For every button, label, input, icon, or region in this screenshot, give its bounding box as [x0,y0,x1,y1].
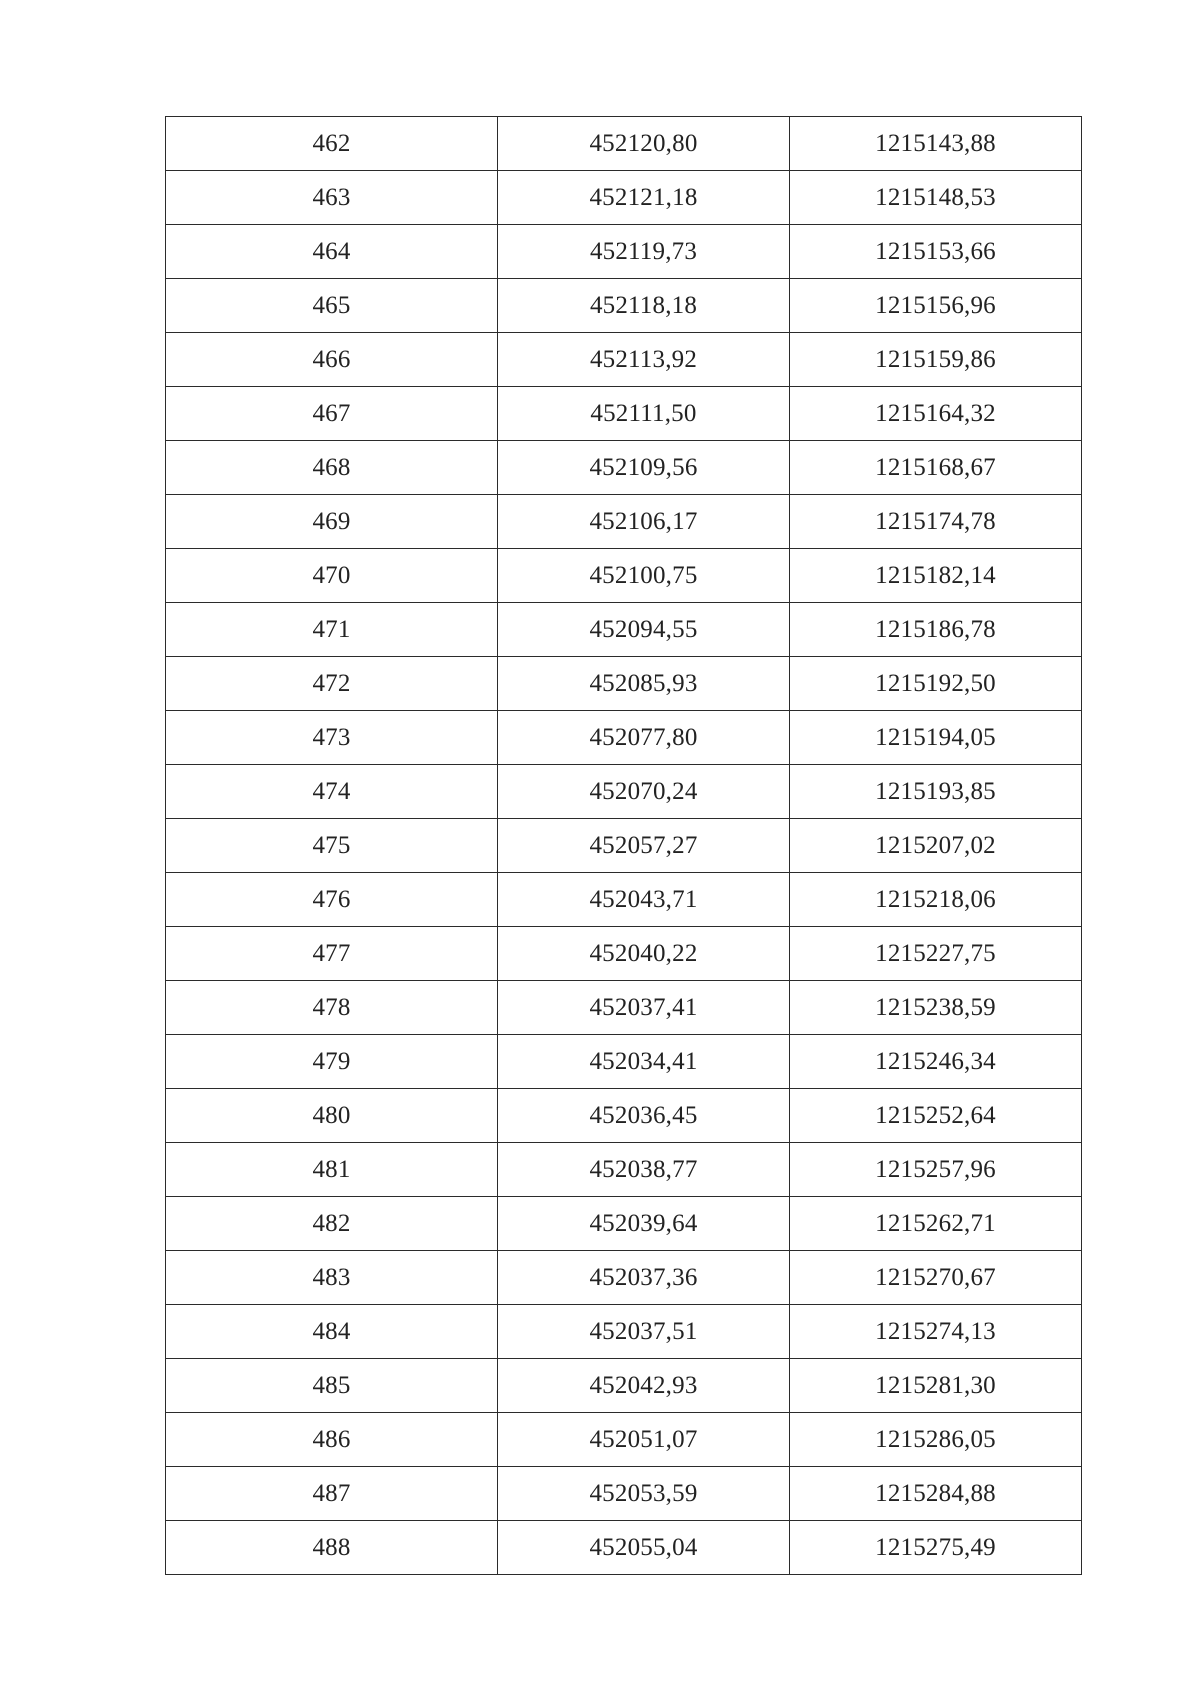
point-number-cell: 468 [166,441,498,495]
table-row [166,1035,1082,1089]
y-coordinate-cell: 1215257,96 [790,1143,1082,1197]
table-row [166,1521,1082,1575]
point-number-cell: 465 [166,279,498,333]
point-number-cell: 475 [166,819,498,873]
y-coordinate-cell: 1215246,34 [790,1035,1082,1089]
table-row [166,225,1082,279]
y-coordinate-cell: 1215227,75 [790,927,1082,981]
y-coordinate-cell: 1215207,02 [790,819,1082,873]
point-number-cell: 485 [166,1359,498,1413]
table-row [166,333,1082,387]
y-coordinate-cell: 1215182,14 [790,549,1082,603]
y-coordinate-cell: 1215153,66 [790,225,1082,279]
x-coordinate-cell: 452037,36 [498,1251,790,1305]
x-coordinate-cell: 452100,75 [498,549,790,603]
point-number-cell: 481 [166,1143,498,1197]
x-coordinate-cell: 452111,50 [498,387,790,441]
table-row [166,711,1082,765]
y-coordinate-cell: 1215156,96 [790,279,1082,333]
table-row [166,549,1082,603]
point-number-cell: 487 [166,1467,498,1521]
point-number-cell: 477 [166,927,498,981]
y-coordinate-cell: 1215218,06 [790,873,1082,927]
y-coordinate-cell: 1215192,50 [790,657,1082,711]
table-row [166,1359,1082,1413]
point-number-cell: 472 [166,657,498,711]
table-row [166,1089,1082,1143]
y-coordinate-cell: 1215281,30 [790,1359,1082,1413]
point-number-cell: 488 [166,1521,498,1575]
table-row [166,873,1082,927]
table-row [166,1197,1082,1251]
point-number-cell: 478 [166,981,498,1035]
point-number-cell: 467 [166,387,498,441]
point-number-cell: 469 [166,495,498,549]
point-number-cell: 482 [166,1197,498,1251]
y-coordinate-cell: 1215252,64 [790,1089,1082,1143]
point-number-cell: 470 [166,549,498,603]
point-number-cell: 486 [166,1413,498,1467]
point-number-cell: 474 [166,765,498,819]
y-coordinate-cell: 1215194,05 [790,711,1082,765]
coordinates-table-body [166,117,1082,1575]
x-coordinate-cell: 452053,59 [498,1467,790,1521]
x-coordinate-cell: 452039,64 [498,1197,790,1251]
x-coordinate-cell: 452040,22 [498,927,790,981]
y-coordinate-cell: 1215262,71 [790,1197,1082,1251]
y-coordinate-cell: 1215186,78 [790,603,1082,657]
y-coordinate-cell: 1215238,59 [790,981,1082,1035]
point-number-cell: 466 [166,333,498,387]
x-coordinate-cell: 452077,80 [498,711,790,765]
table-row [166,387,1082,441]
x-coordinate-cell: 452070,24 [498,765,790,819]
point-number-cell: 476 [166,873,498,927]
table-row [166,1143,1082,1197]
table-row [166,765,1082,819]
table-row [166,603,1082,657]
point-number-cell: 464 [166,225,498,279]
x-coordinate-cell: 452036,45 [498,1089,790,1143]
table-row [166,981,1082,1035]
x-coordinate-cell: 452120,80 [498,117,790,171]
y-coordinate-cell: 1215286,05 [790,1413,1082,1467]
point-number-cell: 479 [166,1035,498,1089]
x-coordinate-cell: 452055,04 [498,1521,790,1575]
y-coordinate-cell: 1215168,67 [790,441,1082,495]
x-coordinate-cell: 452109,56 [498,441,790,495]
table-row [166,1413,1082,1467]
point-number-cell: 471 [166,603,498,657]
point-number-cell: 483 [166,1251,498,1305]
x-coordinate-cell: 452042,93 [498,1359,790,1413]
x-coordinate-cell: 452037,51 [498,1305,790,1359]
point-number-cell: 480 [166,1089,498,1143]
x-coordinate-cell: 452106,17 [498,495,790,549]
point-number-cell: 463 [166,171,498,225]
x-coordinate-cell: 452038,77 [498,1143,790,1197]
y-coordinate-cell: 1215159,86 [790,333,1082,387]
table-row [166,279,1082,333]
y-coordinate-cell: 1215193,85 [790,765,1082,819]
table-row [166,657,1082,711]
x-coordinate-cell: 452085,93 [498,657,790,711]
y-coordinate-cell: 1215174,78 [790,495,1082,549]
y-coordinate-cell: 1215164,32 [790,387,1082,441]
y-coordinate-cell: 1215143,88 [790,117,1082,171]
point-number-cell: 462 [166,117,498,171]
x-coordinate-cell: 452119,73 [498,225,790,279]
point-number-cell: 484 [166,1305,498,1359]
y-coordinate-cell: 1215148,53 [790,171,1082,225]
y-coordinate-cell: 1215270,67 [790,1251,1082,1305]
y-coordinate-cell: 1215284,88 [790,1467,1082,1521]
x-coordinate-cell: 452057,27 [498,819,790,873]
x-coordinate-cell: 452113,92 [498,333,790,387]
point-number-cell: 473 [166,711,498,765]
x-coordinate-cell: 452118,18 [498,279,790,333]
x-coordinate-cell: 452051,07 [498,1413,790,1467]
table-row [166,495,1082,549]
coordinates-table [165,116,1082,1575]
table-row [166,927,1082,981]
table-row [166,819,1082,873]
x-coordinate-cell: 452034,41 [498,1035,790,1089]
table-row [166,1467,1082,1521]
table-row [166,441,1082,495]
x-coordinate-cell: 452037,41 [498,981,790,1035]
table-row [166,171,1082,225]
table-row [166,117,1082,171]
y-coordinate-cell: 1215274,13 [790,1305,1082,1359]
x-coordinate-cell: 452043,71 [498,873,790,927]
x-coordinate-cell: 452121,18 [498,171,790,225]
x-coordinate-cell: 452094,55 [498,603,790,657]
y-coordinate-cell: 1215275,49 [790,1521,1082,1575]
table-row [166,1305,1082,1359]
table-row [166,1251,1082,1305]
